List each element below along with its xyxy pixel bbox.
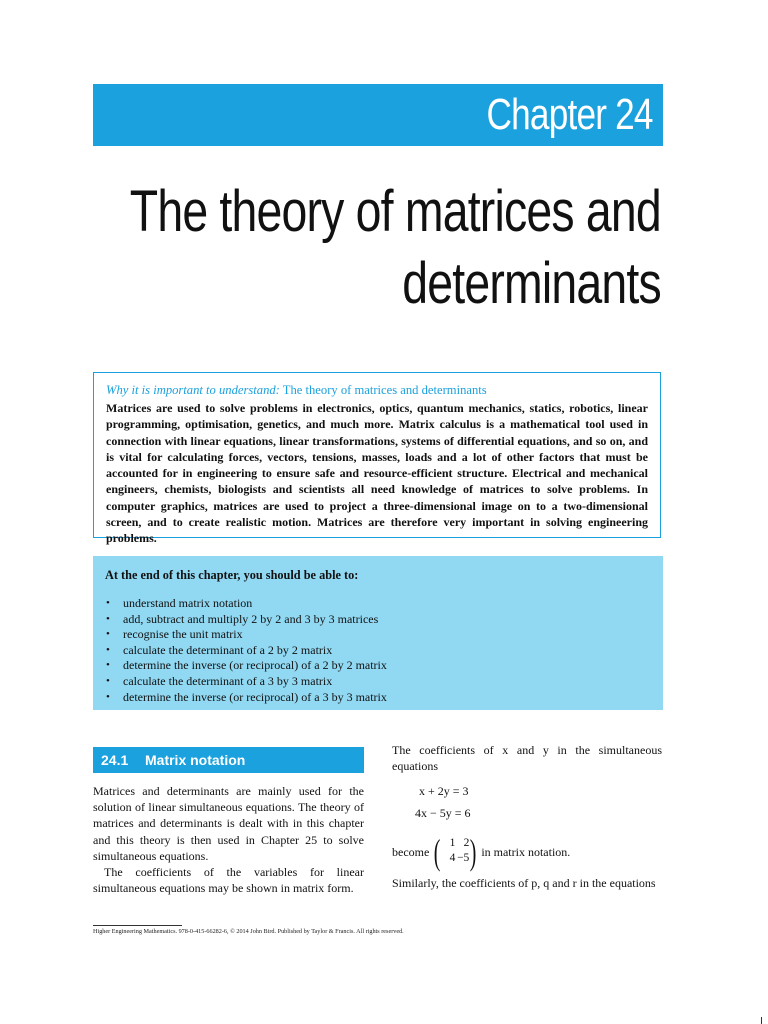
bullet: • — [106, 674, 110, 687]
objective-text: determine the inverse (or reciprocal) of a 2 by 2 matrix — [123, 658, 387, 673]
coefficient-matrix — [441, 837, 469, 867]
objective-item — [105, 612, 651, 628]
paragraph: The coefficients of x and y in the simultaneous equations — [392, 743, 662, 774]
right-column-text — [392, 742, 662, 774]
objective-text: calculate the determinant of a 3 by 3 matrix — [123, 673, 333, 688]
section-heading — [93, 747, 364, 773]
after-matrix-text: in matrix notation. — [481, 844, 571, 859]
objective-text: calculate the determinant of a 2 by 2 matrix — [123, 642, 333, 657]
objective-item — [105, 643, 651, 659]
bullet: • — [106, 690, 110, 703]
matrix-entry: −5 — [457, 852, 470, 864]
objectives-intro: At the end of this chapter, you should be able to: — [105, 568, 359, 582]
bullet: • — [106, 659, 110, 672]
objective-text: add, subtract and multiply 2 by 2 and 3 by 3 matrices — [123, 611, 379, 626]
learning-objectives-box — [93, 556, 663, 710]
chapter-banner — [93, 84, 663, 146]
paragraph: The coefficients of the variables for linear simultaneous equations may be shown in matrix form. — [93, 865, 364, 896]
equation-2: 4x − 5y = 6 — [415, 806, 471, 820]
paragraph: Similarly, the coefficients of p, q and r in the equations — [392, 876, 656, 890]
matrix-line — [392, 832, 570, 872]
objective-text: understand matrix notation — [123, 596, 253, 610]
why-important-heading — [106, 382, 648, 398]
chapter-title-line2: determinants — [402, 251, 661, 316]
objective-item — [105, 690, 651, 706]
chapter-title-line1: The theory of matrices and — [129, 179, 661, 244]
why-important-heading-rest: The theory of matrices and determinants — [282, 383, 487, 397]
equation-1: x + 2y = 3 — [419, 784, 469, 798]
right-parenthesis: ) — [470, 832, 477, 872]
objective-item — [105, 627, 651, 643]
bullet: • — [106, 597, 110, 609]
objective-text: determine the inverse (or reciprocal) of a 3 by 3 matrix — [123, 689, 387, 704]
left-column-text — [93, 783, 364, 896]
page-corner-mark — [761, 1017, 762, 1024]
objective-item — [105, 674, 651, 690]
objective-item — [105, 596, 651, 612]
objective-item — [105, 658, 651, 674]
bullet: • — [106, 612, 110, 625]
why-important-body: Matrices are used to solve problems in electronics, optics, quantum mechanics, statics, robotics, linear programming, optimisation, genetics, and much more. Matrix calculus is a mathematical tool used in connection with linear equations, linear transformations, systems of differential equations, and so on, and is vital for calculating forces, vectors, tensions, masses, loads and a lot of other factors that must be accounted for in engineering to ensure safe and resource-efficient structure. Electrical and mechanical engineers, chemists, biologists and scientists all need knowledge of matrices to solve problems. In computer graphics, matrices are used to project a three-dimensional image on to a two-dimensional screen, and to create realistic motion. Matrices are therefore very important in solving engineering problems. — [106, 401, 648, 546]
objectives-list — [105, 596, 651, 705]
section-title: Matrix notation — [145, 752, 246, 768]
left-parenthesis: ( — [434, 832, 441, 872]
footer-copyright: Higher Engineering Mathematics. 978-0-415-66282-6, © 2014 John Bird. Published by Taylor & Francis. All rights reserved. — [93, 928, 404, 935]
matrix-entry: 4 — [449, 852, 456, 864]
footer-rule — [93, 925, 182, 926]
why-important-heading-em: Why it is important to understand: — [106, 383, 280, 397]
matrix-entry: 1 — [449, 837, 456, 849]
chapter-label: Chapter 24 — [486, 90, 653, 139]
why-important-box — [93, 372, 661, 546]
bullet: • — [106, 628, 110, 641]
matrix-entry: 2 — [463, 837, 470, 849]
become-text: become — [392, 844, 430, 859]
section-number: 24.1 — [101, 752, 129, 768]
paragraph: Matrices and determinants are mainly used for the solution of linear simultaneous equations. The theory of matrices and determinants is dealt with in this chapter and this theory is then used in Chapter 25 to solve simultaneous equations. — [93, 784, 364, 863]
bullet: • — [106, 643, 110, 656]
objective-text: recognise the unit matrix — [123, 627, 243, 642]
chapter-title — [130, 176, 661, 320]
